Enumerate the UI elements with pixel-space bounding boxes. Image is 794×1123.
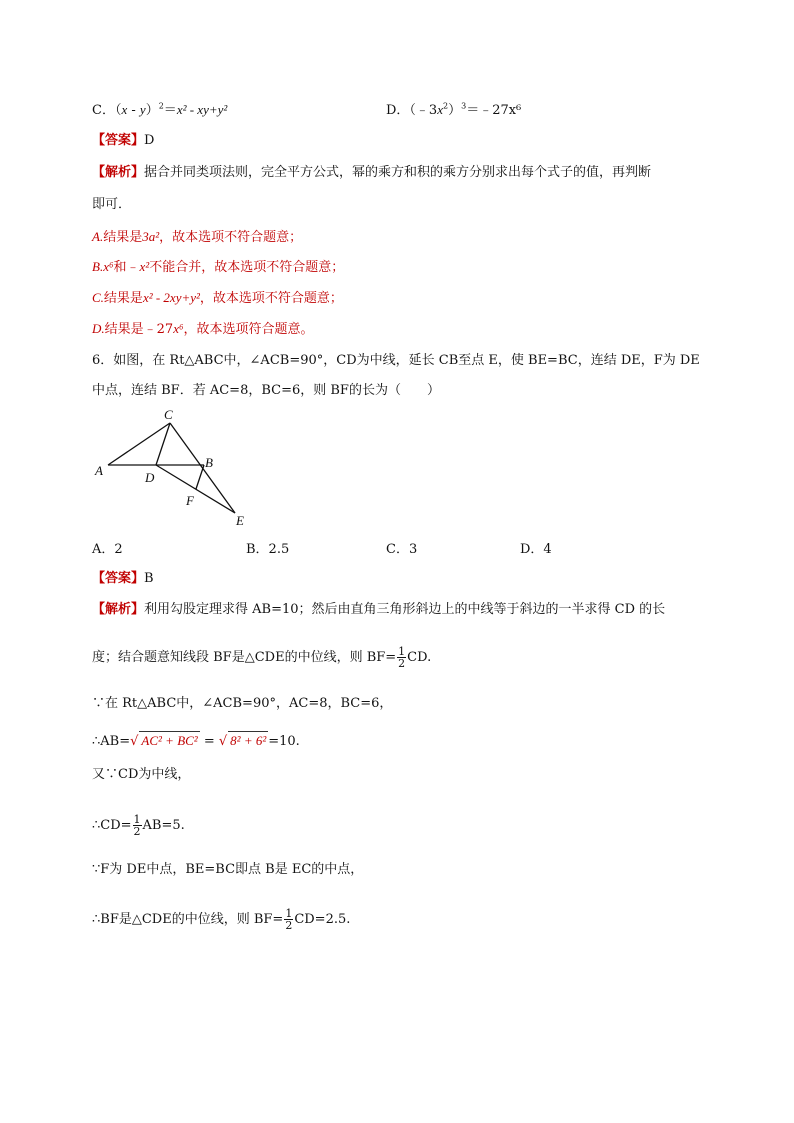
fraction-half: $\frac{1}{2}$ — [285, 907, 293, 932]
q5-item-c: C.结果是x² - 2xy+y²，故本选项不符合题意； — [92, 290, 343, 306]
label-b: B — [205, 455, 213, 470]
segment-ac — [108, 423, 170, 465]
q5-analysis-line1: 【解析】据合并同类项法则，完全平方公式，幂的乘方和积的乘方分别求出每个式子的值，再判断 — [92, 165, 652, 180]
fraction-half: $\frac{1}{2}$ — [398, 645, 406, 670]
q6-option-c: C．3 — [386, 542, 418, 557]
q5-item-d: D.结果是﹣27x⁶，故本选项符合题意。 — [92, 321, 314, 337]
q6-step3: 又∵CD为中线， — [92, 767, 191, 782]
label-c: C — [164, 407, 173, 422]
label-e: E — [236, 513, 244, 528]
q5-analysis-line2: 即可． — [92, 197, 132, 212]
q5-item-b: B.x⁶和﹣x²不能合并，故本选项不符合题意； — [92, 259, 345, 275]
q6-option-a: A．2 — [92, 542, 123, 557]
q6-option-b: B．2.5 — [246, 542, 290, 557]
segment-cd — [156, 423, 170, 465]
q5-option-d: D．$(﹣3x^2)^3=﹣27x^6$ — [386, 101, 522, 118]
label-d: D — [145, 470, 155, 485]
segment-de — [156, 465, 235, 513]
q6-stem-line1: 6．如图，在 Rt△ABC中，∠ACB=90°，CD为中线，延长 CB至点 E，使 BE=BC，连结 DE，F为 DE — [92, 353, 700, 368]
segment-bf — [196, 465, 204, 489]
q5-item-a: A.结果是3a²，故本选项不符合题意； — [92, 229, 303, 245]
label-f: F — [186, 493, 194, 508]
q6-step2: ∴AB=√ AC² + BC² = √ 8² + 6² =10. — [92, 733, 300, 749]
triangle-figure — [90, 405, 260, 530]
q6-analysis-line2: 度；结合题意知线段 BF是△CDE的中位线，则 BF= $\frac{1}{2}$ CD. — [92, 645, 432, 670]
q6-analysis-line1: 【解析】利用勾股定理求得 AB=10；然后由直角三角形斜边上的中线等于斜边的一半求得 CD 的长 — [92, 602, 666, 617]
q6-option-d: D．4 — [520, 542, 552, 557]
q6-stem-line2: 中点，连结 BF．若 AC=8，BC=6，则 BF的长为（ ） — [92, 383, 440, 398]
q6-step4: ∴CD= $\frac{1}{2}$ AB=5. — [92, 813, 185, 838]
q6-step5: ∵F为 DE中点，BE=BC即点 B是 EC的中点， — [92, 862, 364, 877]
q6-answer: 【答案】B — [92, 571, 154, 586]
q6-step6: ∴BF是△CDE的中位线，则 BF= $\frac{1}{2}$ CD=2.5. — [92, 907, 351, 932]
label-a: A — [95, 463, 103, 478]
fraction-half: $\frac{1}{2}$ — [133, 813, 141, 838]
q6-step1: ∵在 Rt△ABC中，∠ACB=90°，AC=8，BC=6， — [92, 696, 393, 711]
q5-answer: 【答案】D — [92, 133, 155, 148]
q5-option-c: C．（x - y）$^2$＝x² - xy+y² — [92, 101, 228, 118]
